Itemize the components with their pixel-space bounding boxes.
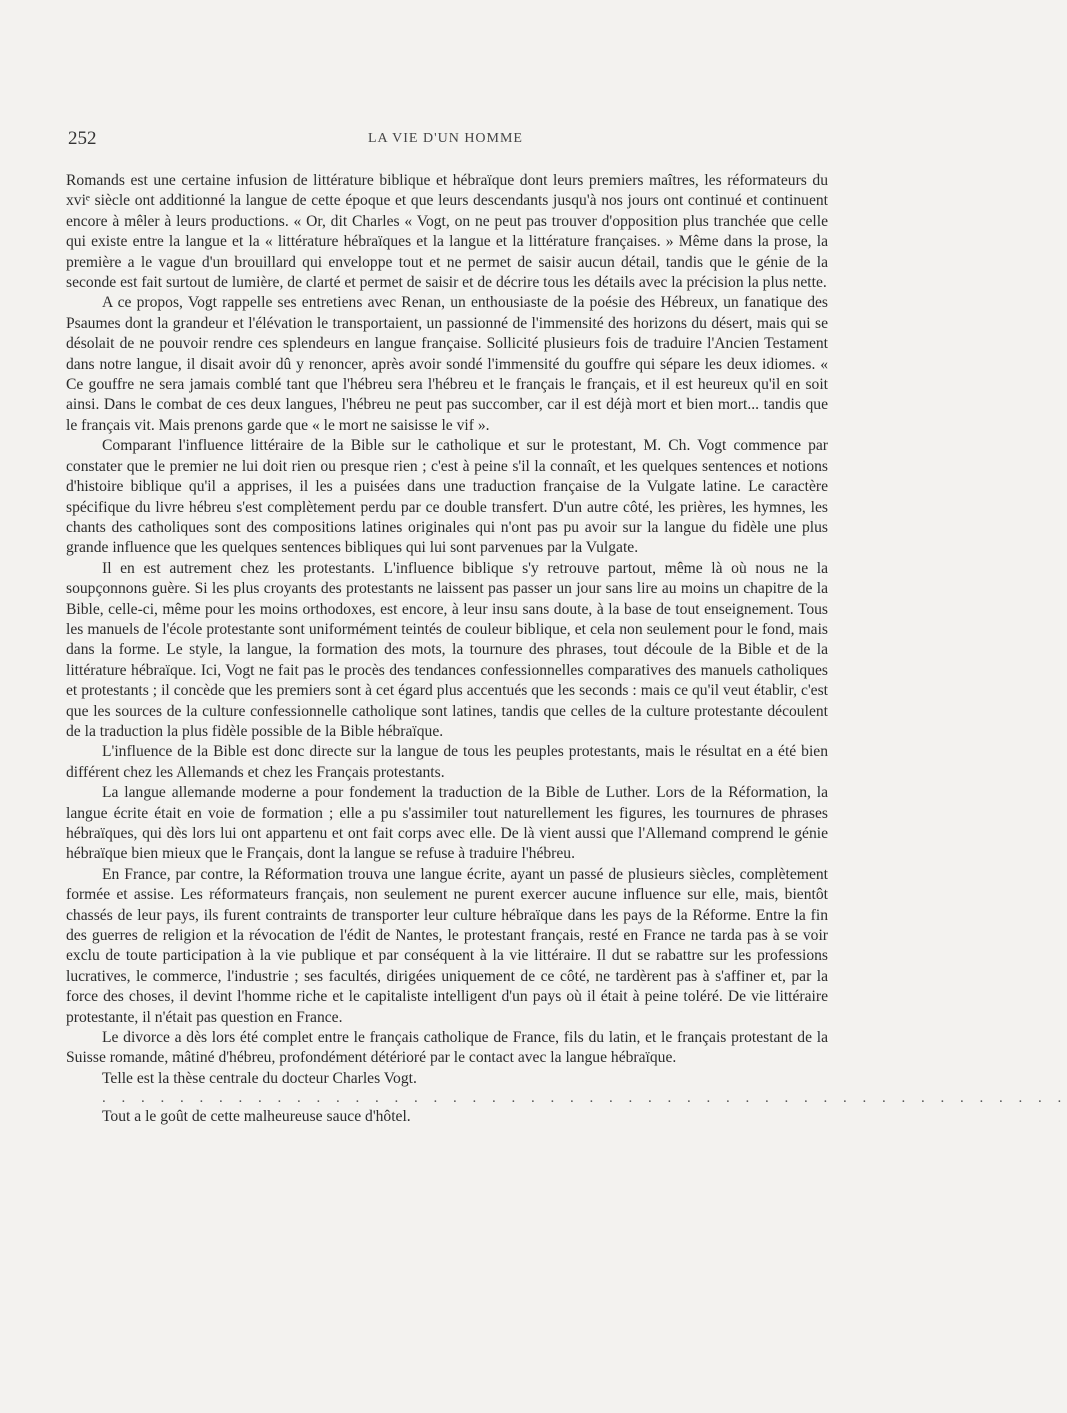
- ellipsis-separator: . . . . . . . . . . . . . . . . . . . . . . . . . . . . . . . . . . . . . . . . . . . . . . . . . .: [102, 1090, 1067, 1107]
- paragraph: Il en est autrement chez les protestants. L'influence biblique s'y retrouve partout, même là où nous ne la soupçonnons guère. Si les plus croyants des protestants ne laissent pas passer un jour sans lire au moins un chapitre de la Bible, celle-ci, même pour les moins orthodoxes, est encore, à leur insu sans doute, à la base de tout enseignement. Tous les manuels de l'école protestante sont uniformément teintés de couleur biblique, et cela non seulement pour le fond, mais dans la forme. Le style, la langue, la formation des mots, la tournure des phrases, tout découle de la Bible et de la littérature hébraïque. Ici, Vogt ne fait pas le procès des tendances confessionnelles comparatives des manuels catholiques et protestants ; il concède que les premiers sont à cet égard plus accentués que les seconds : mais ce qu'il veut établir, c'est que les sources de la culture confessionnelle catholique sont latines, tandis que celles de la culture protestante découlent de la traduction la plus fidèle possible de la Bible hébraïque.: [66, 559, 828, 740]
- paragraph: La langue allemande moderne a pour fondement la traduction de la Bible de Luther. Lors de la Réformation, la langue écrite était en voie de formation ; elle a pu s'assimiler tout naturellement les figures, les tournures de phrases hébraïques, qui dès lors lui ont appartenu et ont fait corps avec elle. De là vient aussi que l'Allemand comprend le génie hébraïque bien mieux que le Français, dont la langue se refuse à traduire l'hébreu.: [66, 784, 828, 863]
- closing-line: Tout a le goût de cette malheureuse sauce d'hôtel.: [102, 1108, 411, 1126]
- page-number: 252: [68, 128, 97, 149]
- paragraph: Telle est la thèse centrale du docteur Charles Vogt.: [102, 1069, 417, 1087]
- paragraph: En France, par contre, la Réformation trouva une langue écrite, ayant un passé de plusieurs siècles, complètement formée et assise. Les réformateurs français, non seulement ne purent exercer aucune influence sur elle, mais, bientôt chassés de leur pays, ils furent contraints de transporter leur culture hébraïque dans les pays de la Réforme. Entre la fin des guerres de religion et la révocation de l'édit de Nantes, le protestant français, resté en France ne tarda pas à se voir exclu de toute participation à la vie publique et par conséquent à la vie littéraire. Il dut se rabattre sur les professions lucratives, le commerce, l'industrie ; ses facultés, dirigées uniquement de ce côté, ne tardèrent pas à s'affiner et, par la force des choses, il devint l'homme riche et le capitaliste intelligent d'un pays où il était à peine toléré. De vie littéraire protestante, il n'était pas question en France.: [66, 865, 828, 1026]
- paragraph: L'influence de la Bible est donc directe sur la langue de tous les peuples protestants, mais le résultat en a été bien différent chez les Allemands et chez les Français protestants.: [66, 743, 828, 781]
- paragraph: A ce propos, Vogt rappelle ses entretiens avec Renan, un enthousiaste de la poésie des Hébreux, un fanatique des Psaumes dont la grandeur et l'élévation le transportaient, un passionné de l'immensité des horizons du désert, mais qui se désolait de ne pouvoir rendre ces splendeurs en langue française. Sollicité plusieurs fois de traduire l'Ancien Testament dans notre langue, il disait avoir dû y renoncer, après avoir sondé l'immensité du gouffre qui sépare les deux idiomes. « Ce gouffre ne sera jamais comblé tant que l'hébreu sera l'hébreu et le français le français, et il est heureux qu'il en soit ainsi. Dans le combat de ces deux langues, l'hébreu ne peut pas succomber, car il est déjà mort et bien mort... tandis que le français vit. Mais prenons garde que « le mort ne saisisse le vif ».: [66, 294, 828, 434]
- body-text: [66, 171, 1067, 1128]
- paragraph: Le divorce a dès lors été complet entre le français catholique de France, fils du latin, et le français protestant de la Suisse romande, mâtiné d'hébreu, profondément détérioré par le contact avec la langue hébraïque.: [66, 1029, 828, 1067]
- paragraph: Romands est une certaine infusion de littérature biblique et hébraïque dont leurs premiers maîtres, les réformateurs du xviᵉ siècle ont additionné la langue de cette époque et que leurs descendants jusqu'à nos jours ont continué et continuent encore à mêler à leurs productions. « Or, dit Charles « Vogt, on ne peut pas trouver d'opposition plus tranchée que celle qui existe entre la langue et la « littérature hébraïques et la langue et la littérature françaises. » Même dans la prose, la première a le vague d'un brouillard qui enveloppe tout et ne permet de saisir aucun détail, tandis que le génie de la seconde est fait surtout de lumière, de clarté et permet de saisir et de décrire tous les détails avec la précision la plus nette.: [66, 172, 828, 292]
- page-header: [68, 128, 828, 150]
- running-title: LA VIE D'UN HOMME: [368, 131, 523, 146]
- paragraph: Comparant l'influence littéraire de la Bible sur le catholique et sur le protestant, M. Ch. Vogt commence par constater que le premier ne lui doit rien ou presque rien ; c'est à peine s'il la connaît, et les quelques sentences et notions d'histoire biblique qu'il a apprises, il les a puisées dans une traduction française de la Vulgate latine. Le caractère spécifique du livre hébreu s'est complètement perdu par ce double transfert. D'un autre côté, les prières, les hymnes, les chants des catholiques sont des compositions latines originales qui n'ont pas pu avoir sur la langue du fidèle une plus grande influence que les quelques sentences bibliques qui lui sont parvenues par la Vulgate.: [66, 437, 828, 557]
